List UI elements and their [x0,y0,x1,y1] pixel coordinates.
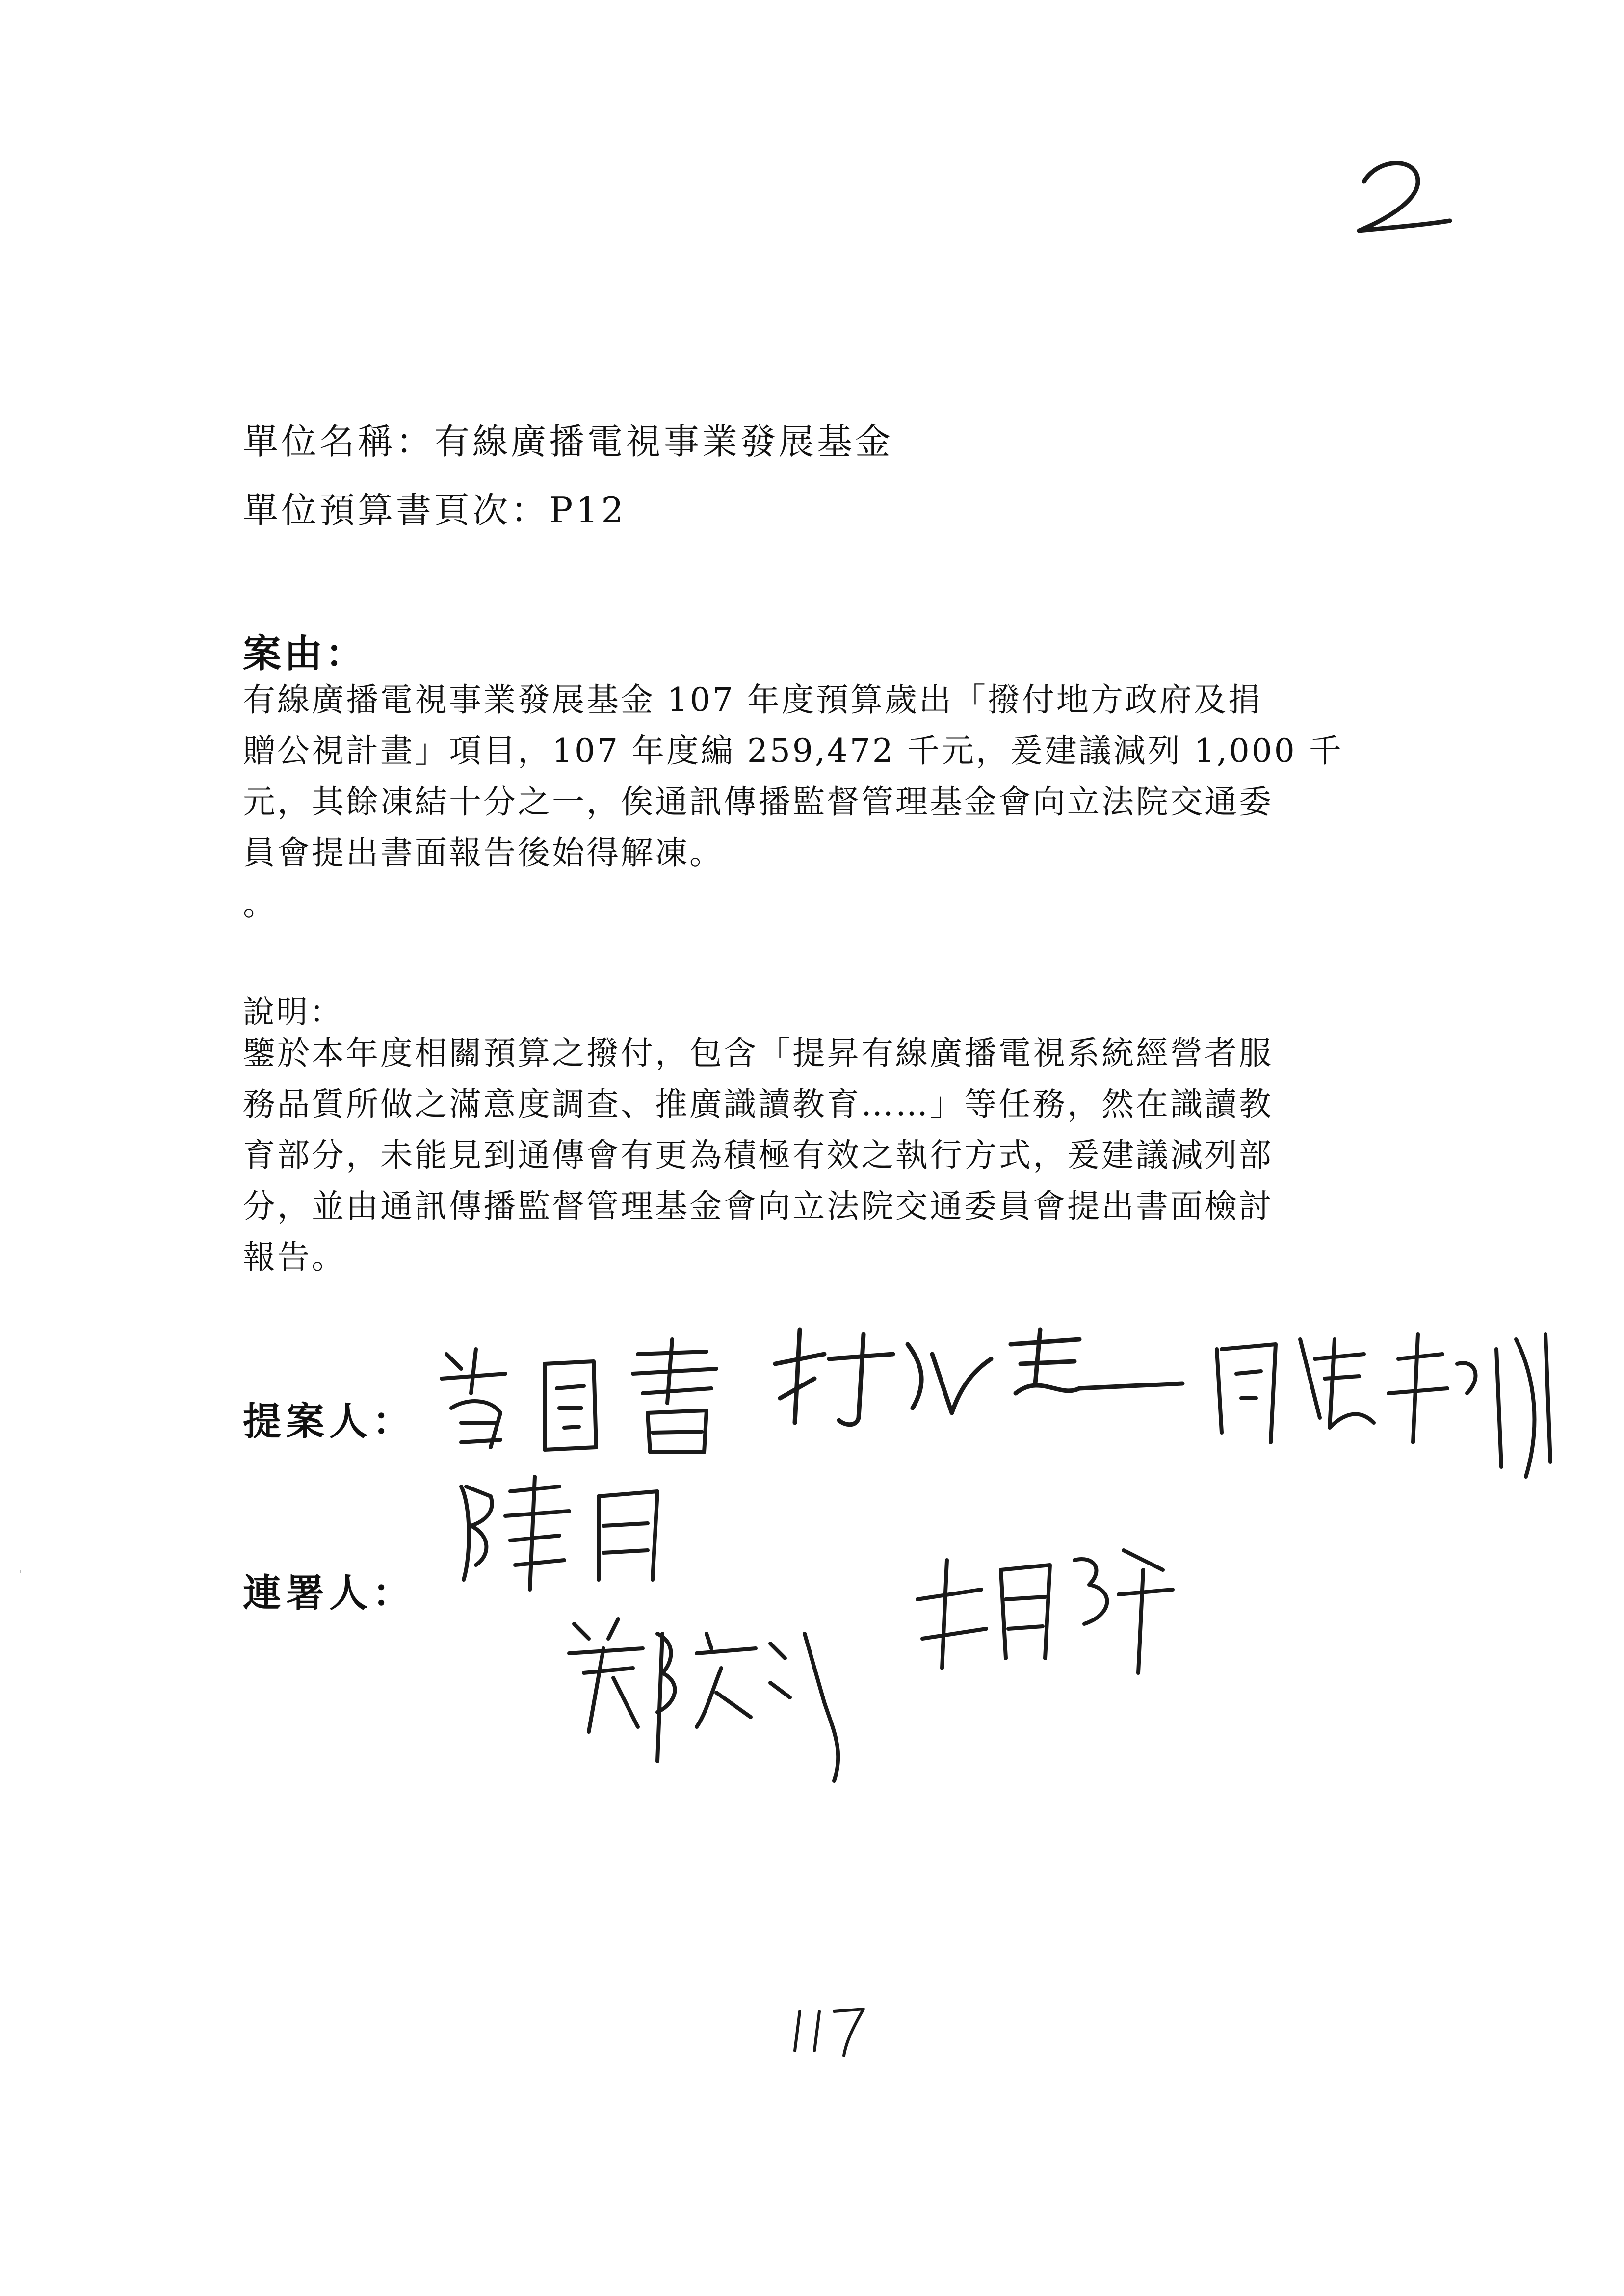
signature-proposer-3 [1202,1320,1604,1482]
signature-cosigner-1 [559,1604,864,1791]
proposer-label: 提案人： [243,1399,416,1444]
reason-line: 元，其餘凍結十分之一，俟通訊傳播監督管理基金會向立法院交通委 [243,783,1273,821]
signature-proposer-2 [765,1325,1187,1437]
reason-title: 案由： [243,631,367,676]
signature-proposer-4 [451,1467,682,1594]
header-block [243,407,1420,545]
explanation-body [243,1028,1401,1283]
explanation-line: 鑒於本年度相關預算之撥付，包含「提昇有線廣播電視系統經營者服 [243,1034,1273,1072]
explanation-line: 務品質所做之滿意度調查、推廣識讀教育……」等任務，然在識讀教 [243,1085,1273,1123]
explanation-line: 分，並由通訊傳播監督管理基金會向立法院交通委員會提出書面檢討 [243,1187,1273,1225]
reason-line: 。 [243,885,277,923]
cosigner-label: 連署人： [243,1571,416,1616]
handwritten-page-number [785,2002,873,2061]
handwritten-number-mark [1344,147,1457,245]
scan-speck [20,1570,21,1573]
explanation-line: 育部分，未能見到通傳會有更為積極有效之執行方式，爰建議減列部 [243,1136,1273,1174]
signature-proposer-1 [432,1334,736,1462]
unit-name-line: 單位名稱：有線廣播電視事業發展基金 [243,421,894,462]
explanation-title: 說明： [243,994,343,1031]
reason-line: 有線廣播電視事業發展基金 107 年度預算歲出「撥付地方政府及捐 [243,681,1262,719]
budget-page-line: 單位預算書頁次：P12 [243,490,627,531]
reason-body [243,675,1401,930]
reason-line: 員會提出書面報告後始得解凍。 [243,834,724,872]
signature-cosigner-2 [908,1540,1182,1678]
reason-line: 贈公視計畫」項目，107 年度編 259,472 千元，爰建議減列 1,000 千 [243,732,1343,770]
explanation-line: 報告。 [243,1238,346,1276]
